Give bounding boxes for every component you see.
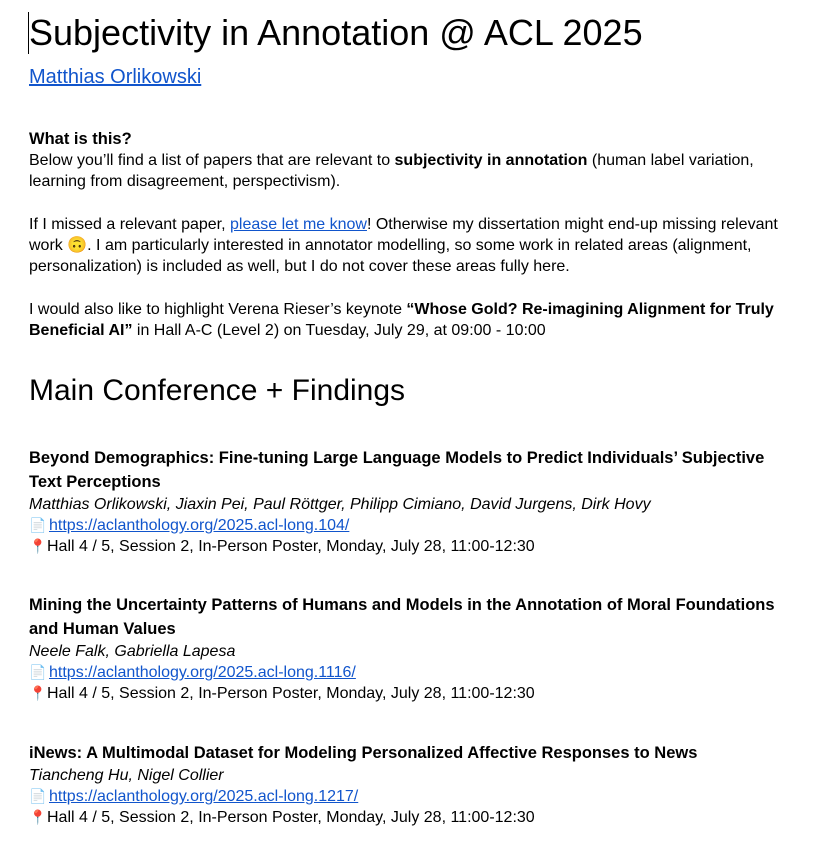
document-title: Subjectivity in Annotation @ ACL 2025 [28,12,787,54]
paper-entry [29,741,787,829]
paper-link[interactable]: https://aclanthology.org/2025.acl-long.1116/ [49,664,356,681]
paper-authors: Neele Falk, Gabriella Lapesa [29,643,236,660]
paper-location: Hall 4 / 5, Session 2, In-Person Poster, Monday, July 28, 11:00-12:30 [47,809,535,827]
paper-title: Beyond Demographics: Fine-tuning Large Language Models to Predict Individuals’ Subjective Text Perceptions [29,449,765,491]
pin-icon: 📍 [29,538,47,555]
pin-icon: 📍 [29,809,47,826]
document-icon: 📄 [29,664,47,680]
paper-link[interactable]: https://aclanthology.org/2025.acl-long.104/ [49,517,350,534]
paper-location: Hall 4 / 5, Session 2, In-Person Poster, Monday, July 28, 11:00-12:30 [47,538,535,556]
intro-heading: What is this? [29,130,132,148]
paper-location: Hall 4 / 5, Session 2, In-Person Poster, Monday, July 28, 11:00-12:30 [47,685,535,703]
author-link[interactable]: Matthias Orlikowski [29,66,202,88]
intro-paragraph-2: If I missed a relevant paper, please let me know! Otherwise my dissertation might end-up missing relevant work 🙃. I am particularly interested in annotator modelling, so some work in related areas (alignment, personalization) is included as well, but I do not cover these areas fully here. [29,215,778,276]
document-icon: 📄 [29,788,47,804]
section-heading: Main Conference + Findings [29,374,406,407]
paper-title: Mining the Uncertainty Patterns of Humans and Models in the Annotation of Moral Foundations and Human Values [29,596,775,638]
intro-paragraph-1: Below you’ll find a list of papers that are relevant to subjectivity in annotation (human label variation, learning from disagreement, perspectivism). [29,152,754,191]
paper-entry [29,593,787,705]
paper-authors: Matthias Orlikowski, Jiaxin Pei, Paul Röttger, Philipp Cimiano, David Jurgens, Dirk Hovy [29,496,651,513]
paper-title: iNews: A Multimodal Dataset for Modeling Personalized Affective Responses to News [29,744,698,762]
document-icon: 📄 [29,517,47,533]
upside-down-face-icon: 🙃 [67,237,88,255]
pin-icon: 📍 [29,685,47,702]
paper-entry [29,446,787,558]
contact-link[interactable]: please let me know [230,215,367,233]
paper-link[interactable]: https://aclanthology.org/2025.acl-long.1217/ [49,788,359,805]
intro-paragraph-3: I would also like to highlight Verena Rieser’s keynote “Whose Gold? Re-imagining Alignment for Truly Beneficial AI” in Hall A-C (Level 2) on Tuesday, July 29, at 09:00 - 10:00 [29,301,774,340]
paper-authors: Tiancheng Hu, Nigel Collier [29,767,224,784]
